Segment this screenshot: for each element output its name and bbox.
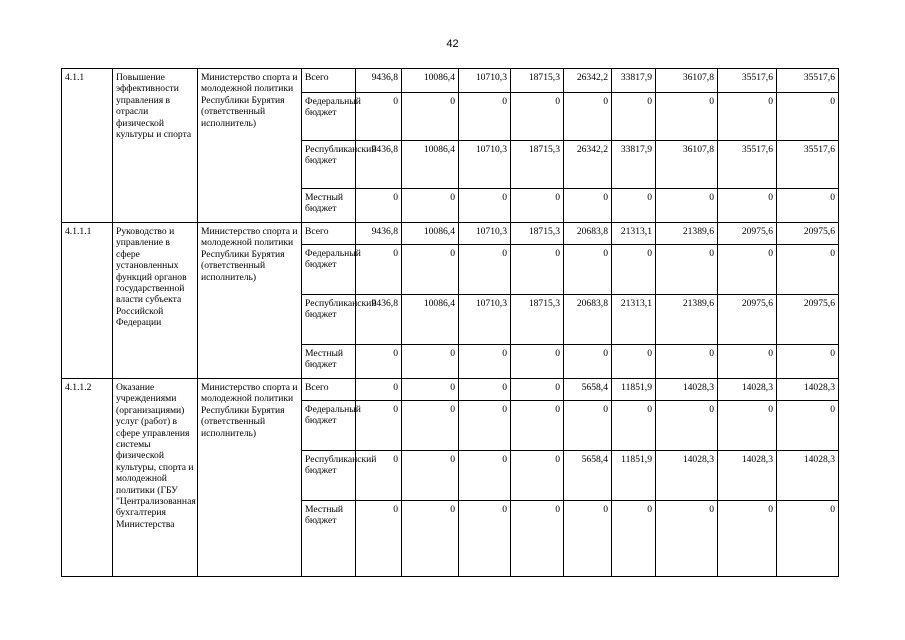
value-cell: 10710,3	[459, 223, 511, 245]
value-cell: 0	[459, 93, 511, 141]
value-cell: 20975,6	[718, 223, 777, 245]
row-executor-cell: Министерство спорта и молодежной политики Республики Бурятия (ответственный исполнитель)	[198, 223, 302, 379]
value-cell: 21313,1	[612, 295, 656, 345]
value-cell: 10710,3	[459, 141, 511, 189]
value-cell: 0	[356, 189, 402, 223]
value-cell: 0	[402, 345, 459, 379]
value-cell: 0	[718, 401, 777, 451]
value-cell: 0	[511, 451, 564, 501]
value-cell: 10086,4	[402, 69, 459, 93]
value-cell: 14028,3	[718, 451, 777, 501]
value-cell: 0	[459, 501, 511, 577]
value-cell: 14028,3	[656, 379, 718, 401]
value-cell: 0	[656, 93, 718, 141]
value-cell: 0	[356, 401, 402, 451]
value-cell: 0	[356, 501, 402, 577]
value-cell: 10710,3	[459, 69, 511, 93]
value-cell: 11851,9	[612, 379, 656, 401]
value-cell: 0	[564, 345, 612, 379]
value-cell: 0	[718, 245, 777, 295]
value-cell: 0	[356, 93, 402, 141]
value-cell: 0	[612, 345, 656, 379]
value-cell: 0	[656, 345, 718, 379]
value-cell: 26342,2	[564, 69, 612, 93]
value-cell: 0	[777, 345, 839, 379]
budget-table	[61, 68, 839, 577]
value-cell: 9436,8	[356, 141, 402, 189]
value-cell: 0	[459, 451, 511, 501]
value-cell: 0	[777, 189, 839, 223]
funding-source-cell: Республиканский бюджет	[302, 295, 356, 345]
funding-source-cell: Республиканский бюджет	[302, 451, 356, 501]
value-cell: 9436,8	[356, 223, 402, 245]
value-cell: 0	[511, 189, 564, 223]
funding-source-cell: Всего	[302, 69, 356, 93]
value-cell: 21389,6	[656, 223, 718, 245]
value-cell: 0	[356, 245, 402, 295]
value-cell: 0	[459, 345, 511, 379]
value-cell: 35517,6	[718, 141, 777, 189]
value-cell: 0	[718, 345, 777, 379]
value-cell: 0	[564, 189, 612, 223]
value-cell: 5658,4	[564, 451, 612, 501]
value-cell: 0	[402, 401, 459, 451]
value-cell: 0	[459, 401, 511, 451]
value-cell: 0	[612, 245, 656, 295]
value-cell: 20975,6	[777, 223, 839, 245]
value-cell: 0	[777, 245, 839, 295]
value-cell: 0	[777, 93, 839, 141]
value-cell: 35517,6	[777, 141, 839, 189]
value-cell: 0	[402, 379, 459, 401]
value-cell: 0	[511, 245, 564, 295]
value-cell: 0	[656, 189, 718, 223]
value-cell: 0	[459, 245, 511, 295]
value-cell: 10086,4	[402, 141, 459, 189]
value-cell: 0	[564, 93, 612, 141]
funding-source-cell: Местный бюджет	[302, 189, 356, 223]
value-cell: 14028,3	[656, 451, 718, 501]
value-cell: 35517,6	[777, 69, 839, 93]
value-cell: 0	[402, 189, 459, 223]
value-cell: 0	[356, 379, 402, 401]
funding-source-cell: Местный бюджет	[302, 345, 356, 379]
value-cell: 18715,3	[511, 223, 564, 245]
row-name-cell: Оказание учреждениями (организациями) услуг (работ) в сфере управления системы физической культуры, спорта и молодежной политики (ГБУ "Централизованная бухгалтерия Министерства	[113, 379, 198, 577]
value-cell: 26342,2	[564, 141, 612, 189]
value-cell: 33817,9	[612, 141, 656, 189]
value-cell: 36107,8	[656, 69, 718, 93]
value-cell: 0	[718, 189, 777, 223]
row-name-cell: Повышение эффективности управления в отрасли физической культуры и спорта	[113, 69, 198, 223]
value-cell: 0	[777, 501, 839, 577]
value-cell: 0	[612, 501, 656, 577]
funding-source-cell: Федеральный бюджет	[302, 401, 356, 451]
value-cell: 18715,3	[511, 141, 564, 189]
value-cell: 14028,3	[777, 379, 839, 401]
table-row	[62, 379, 839, 401]
row-code-cell: 4.1.1.1	[62, 223, 113, 379]
value-cell: 20683,8	[564, 223, 612, 245]
value-cell: 0	[511, 501, 564, 577]
value-cell: 0	[459, 189, 511, 223]
value-cell: 0	[402, 245, 459, 295]
value-cell: 11851,9	[612, 451, 656, 501]
value-cell: 20975,6	[777, 295, 839, 345]
value-cell: 0	[402, 501, 459, 577]
row-name-cell: Руководство и управление в сфере установленных функций органов государственной власти субъекта Российской Федерации	[113, 223, 198, 379]
value-cell: 0	[356, 345, 402, 379]
table-row	[62, 69, 839, 93]
value-cell: 35517,6	[718, 69, 777, 93]
value-cell: 0	[564, 501, 612, 577]
value-cell: 21389,6	[656, 295, 718, 345]
value-cell: 0	[718, 93, 777, 141]
value-cell: 0	[511, 379, 564, 401]
row-executor-cell: Министерство спорта и молодежной политики Республики Бурятия (ответственный исполнитель)	[198, 69, 302, 223]
value-cell: 0	[511, 93, 564, 141]
funding-source-cell: Федеральный бюджет	[302, 93, 356, 141]
value-cell: 14028,3	[777, 451, 839, 501]
value-cell: 0	[656, 501, 718, 577]
value-cell: 14028,3	[718, 379, 777, 401]
value-cell: 20975,6	[718, 295, 777, 345]
row-code-cell: 4.1.1.2	[62, 379, 113, 577]
value-cell: 0	[511, 345, 564, 379]
value-cell: 0	[564, 245, 612, 295]
funding-source-cell: Республиканский бюджет	[302, 141, 356, 189]
page-number: 42	[446, 38, 459, 50]
value-cell: 10710,3	[459, 295, 511, 345]
value-cell: 0	[612, 93, 656, 141]
budget-table-body	[62, 69, 839, 577]
value-cell: 10086,4	[402, 223, 459, 245]
value-cell: 5658,4	[564, 379, 612, 401]
value-cell: 20683,8	[564, 295, 612, 345]
value-cell: 0	[718, 501, 777, 577]
value-cell: 36107,8	[656, 141, 718, 189]
value-cell: 0	[612, 401, 656, 451]
funding-source-cell: Местный бюджет	[302, 501, 356, 577]
value-cell: 0	[564, 401, 612, 451]
value-cell: 18715,3	[511, 69, 564, 93]
value-cell: 10086,4	[402, 295, 459, 345]
value-cell: 0	[356, 451, 402, 501]
funding-source-cell: Федеральный бюджет	[302, 245, 356, 295]
value-cell: 21313,1	[612, 223, 656, 245]
value-cell: 0	[656, 401, 718, 451]
table-row	[62, 223, 839, 245]
value-cell: 9436,8	[356, 69, 402, 93]
row-code-cell: 4.1.1	[62, 69, 113, 223]
funding-source-cell: Всего	[302, 379, 356, 401]
value-cell: 0	[656, 245, 718, 295]
funding-source-cell: Всего	[302, 223, 356, 245]
value-cell: 0	[612, 189, 656, 223]
row-executor-cell: Министерство спорта и молодежной политики Республики Бурятия (ответственный исполнитель)	[198, 379, 302, 577]
value-cell: 0	[402, 93, 459, 141]
value-cell: 0	[511, 401, 564, 451]
value-cell: 9436,8	[356, 295, 402, 345]
value-cell: 18715,3	[511, 295, 564, 345]
value-cell: 0	[402, 451, 459, 501]
value-cell: 33817,9	[612, 69, 656, 93]
value-cell: 0	[777, 401, 839, 451]
value-cell: 0	[459, 379, 511, 401]
